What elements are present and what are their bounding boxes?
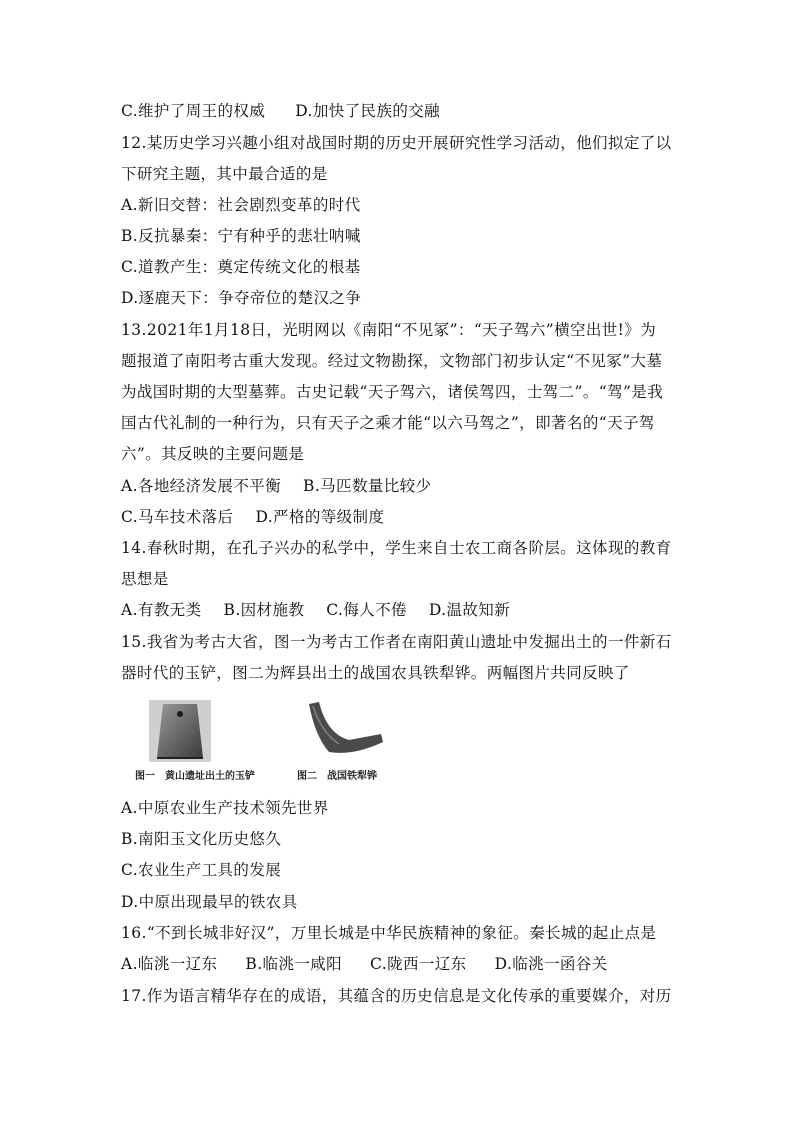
q15-stem-line1: 15.我省为考古大省，图一为考古工作者在南阳黄山遗址中发掘出土的一件新石: [121, 633, 672, 651]
jade-shovel-photo: [149, 700, 211, 762]
q15-option-b: B.南阳玉文化历史悠久: [121, 830, 282, 848]
q16-option-c: C.陇西一辽东: [370, 955, 467, 973]
q13-stem-line5: 六”。其反映的主要问题是: [121, 445, 305, 463]
figure1-caption: 图一 黄山遗址出土的玉铲: [135, 771, 255, 782]
q12-option-d: D.逐鹿天下：争夺帝位的楚汉之争: [121, 289, 362, 307]
figure2-caption: 图二 战国铁犁铧: [297, 771, 377, 782]
q13-option-b: B.马匹数量比较少: [303, 477, 432, 495]
q14-option-d: D.温故知新: [428, 601, 511, 619]
q14-options: [121, 600, 510, 620]
q13-stem-line2: 题报道了南阳考古重大发现。经过文物勘探，文物部门初步认定“不见冢”大墓: [121, 352, 663, 370]
q13-options-ab: [121, 476, 431, 496]
q14-option-b: B.因材施教: [223, 601, 305, 619]
q15-stem-line2: 器时代的玉铲，图二为辉县出土的战国农具铁犁铧。两幅图片共同反映了: [121, 664, 630, 682]
q13-option-d: D.严格的等级制度: [255, 508, 385, 526]
q15-option-d: D.中原出现最早的铁农具: [121, 893, 298, 911]
q12-stem-line1: 12.某历史学习兴趣小组对战国时期的历史开展研究性学习活动，他们拟定了以: [121, 134, 672, 152]
q12-stem-line2: 下研究主题，其中最合适的是: [121, 165, 328, 183]
q17-stem-line1: 17.作为语言精华存在的成语，其蕴含的历史信息是文化传承的重要媒介，对历: [121, 987, 672, 1005]
q13-stem-line4: 国古代礼制的一种行为，只有天子之乘才能“以六马驾之”，即著名的“天子驾: [121, 414, 655, 432]
q15-option-c: C.农业生产工具的发展: [121, 861, 282, 879]
q13-option-a: A.各地经济发展不平衡: [121, 477, 282, 495]
q16-option-d: D.临洮一函谷关: [494, 955, 608, 973]
q14-stem-line1: 14.春秋时期，在孔子兴办的私学中，学生来自士农工商各阶层。这体现的教育: [121, 539, 672, 557]
q13-option-c: C.马车技术落后: [121, 508, 234, 526]
q13-options-cd: [121, 507, 384, 527]
q16-option-a: A.临洮一辽东: [121, 955, 218, 973]
q13-stem-line3: 为战国时期的大型墓葬。古史记载“天子驾六，诸侯驾四，士驾二”。“驾”是我: [121, 383, 664, 401]
q13-stem-line1: 13.2021年1月18日，光明网以《南阳“不见冢”：“天子驾六”横空出世!》为: [121, 321, 657, 339]
q15-figures: [135, 694, 425, 786]
q11-options-cd: [121, 101, 440, 121]
q16-options: [121, 954, 608, 974]
q12-option-c: C.道教产生：奠定传统文化的根基: [121, 258, 361, 276]
q15-option-a: A.中原农业生产技术领先世界: [121, 799, 329, 817]
q12-option-a: A.新旧交替：社会剧烈变革的时代: [121, 196, 361, 214]
q14-option-c: C.侮人不倦: [326, 601, 407, 619]
q11-option-c: C.维护了周王的权威: [121, 102, 266, 120]
iron-plow-photo: [305, 700, 385, 762]
q11-option-d: D.加快了民族的交融: [295, 102, 441, 120]
q16-option-b: B.临洮一咸阳: [245, 955, 343, 973]
q14-option-a: A.有教无类: [121, 601, 202, 619]
q12-option-b: B.反抗暴秦：宁有种乎的悲壮呐喊: [121, 227, 361, 245]
q14-stem-line2: 思想是: [121, 570, 169, 588]
q16-stem: 16.“不到长城非好汉”，万里长城是中华民族精神的象征。秦长城的起止点是: [121, 924, 657, 942]
